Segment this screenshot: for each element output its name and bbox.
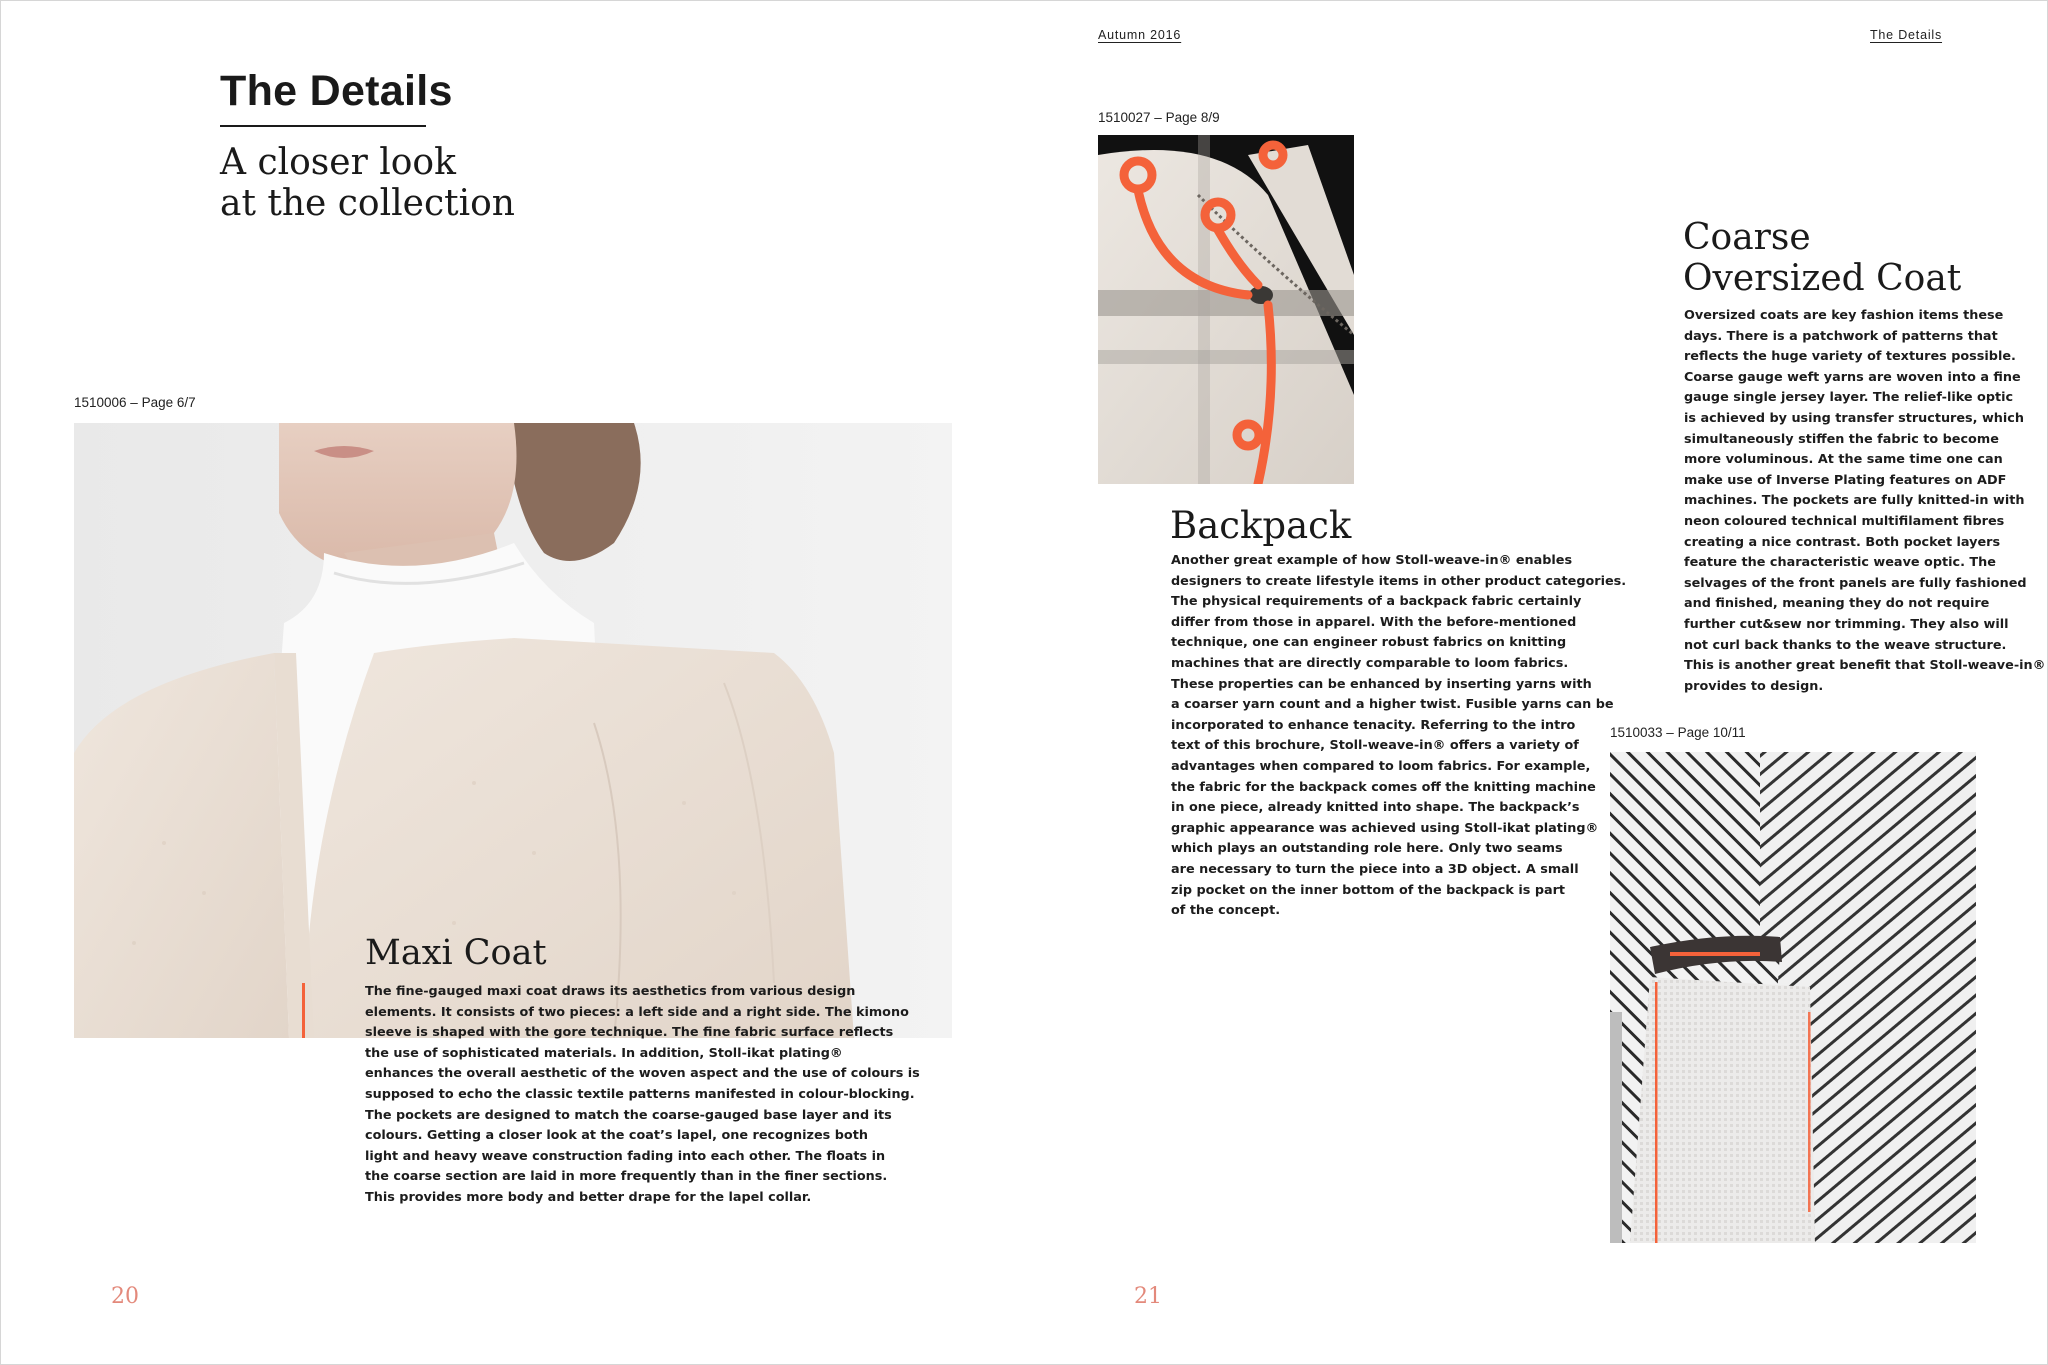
text-line: graphic appearance was achieved using Stoll-ikat plating® (1171, 820, 1599, 836)
page-number-left: 20 (111, 1284, 139, 1309)
title-underline (220, 125, 426, 127)
text-line: make use of Inverse Plating features on ADF (1684, 472, 2007, 488)
subtitle-line: A closer look (220, 142, 456, 183)
text-line: Oversized coats are key fashion items these (1684, 308, 2004, 323)
text-line: selvages of the front panels are fully fashioned (1684, 575, 2027, 591)
text-line: colours. Getting a closer look at the coat’s lapel, one recognizes both (365, 1128, 868, 1144)
maxi-coat-heading: Maxi Coat (365, 933, 547, 973)
text-line: Another great example of how Stoll-weave-in® enables (1171, 553, 1573, 568)
text-line: the fabric for the backpack comes off the knitting machine (1171, 779, 1596, 795)
text-line: supposed to echo the classic textile patterns manifested in colour-blocking. (365, 1086, 915, 1102)
text-line: simultaneously stiffen the fabric to become (1684, 431, 1999, 447)
maxi-coat-ref-label: 1510006 – Page 6/7 (74, 395, 196, 410)
striped-coat-photo (1610, 752, 1976, 1243)
heading-line: Coarse (1683, 217, 1811, 258)
text-line: incorporated to enhance tenacity. Referring to the intro (1171, 717, 1576, 733)
text-line: text of this brochure, Stoll-weave-in® offers a variety of (1171, 738, 1579, 754)
text-line: creating a nice contrast. Both pocket layers (1684, 534, 2001, 550)
running-header-section: The Details (1870, 28, 1943, 42)
subtitle-line: at the collection (220, 183, 515, 224)
text-line: sleeve is shaped with the gore technique. The fine fabric surface reflects (365, 1025, 894, 1041)
text-line: days. There is a patchwork of patterns that (1684, 328, 1998, 344)
heading-line: Oversized Coat (1683, 258, 1962, 299)
text-line: machines that are directly comparable to loom fabrics. (1171, 655, 1569, 671)
text-line: provides to design. (1684, 678, 1824, 694)
page-subtitle (220, 142, 515, 224)
text-line: neon coloured technical multifilament fibres (1684, 513, 2005, 529)
text-line: a coarser yarn count and a higher twist. Fusible yarns can be (1171, 697, 1614, 713)
text-line: Coarse gauge weft yarns are woven into a fine (1684, 369, 2021, 385)
text-line: The physical requirements of a backpack fabric certainly (1171, 594, 1582, 610)
backpack-heading: Backpack (1170, 504, 1352, 547)
text-line: of the concept. (1171, 903, 1281, 919)
text-line: differ from those in apparel. With the before-mentioned (1171, 614, 1577, 630)
text-line: reflects the huge variety of textures possible. (1684, 349, 2016, 365)
text-line: The pockets are designed to match the coarse-gauged base layer and its (365, 1107, 892, 1123)
text-line: technique, one can engineer robust fabrics on knitting (1171, 635, 1567, 651)
text-line: gauge single jersey layer. The relief-like optic (1684, 390, 2014, 406)
coat-body (1684, 306, 2045, 697)
text-line: feature the characteristic weave optic. The (1684, 555, 1996, 571)
text-line: are necessary to turn the piece into a 3D object. A small (1171, 861, 1579, 877)
backpack-body (1171, 551, 1626, 922)
text-line: more voluminous. At the same time one can (1684, 452, 2003, 468)
text-line: elements. It consists of two pieces: a left side and a right side. The kimono (365, 1004, 909, 1020)
text-line: designers to create lifestyle items in other product categories. (1171, 573, 1627, 589)
text-line: These properties can be enhanced by inserting yarns with (1171, 676, 1592, 692)
text-line: advantages when compared to loom fabrics. For example, (1171, 758, 1591, 774)
coat-heading (1683, 217, 1961, 299)
text-line: the use of sophisticated materials. In addition, Stoll-ikat plating® (365, 1045, 843, 1061)
text-line: in one piece, already knitted into shape. The backpack’s (1171, 800, 1580, 816)
coat-ref-label: 1510033 – Page 10/11 (1610, 725, 1746, 740)
text-line: The fine-gauged maxi coat draws its aesthetics from various design (365, 984, 856, 999)
maxi-coat-body (365, 982, 920, 1209)
page-title: The Details (220, 67, 453, 115)
text-line: This is another great benefit that Stoll-weave-in® (1684, 658, 2046, 674)
text-line: which plays an outstanding role here. Only two seams (1171, 841, 1563, 857)
text-line: light and heavy weave construction fading into each other. The floats in (365, 1148, 886, 1164)
text-line: zip pocket on the inner bottom of the backpack is part (1171, 882, 1566, 898)
text-line: the coarse section are laid in more frequently than in the finer sections. (365, 1169, 888, 1185)
backpack-ref-label: 1510027 – Page 8/9 (1098, 110, 1220, 125)
text-line: machines. The pockets are fully knitted-in with (1684, 493, 2025, 509)
text-line: is achieved by using transfer structures, which (1684, 410, 2024, 426)
text-line: This provides more body and better drape for the lapel collar. (365, 1189, 812, 1205)
text-line: further cut&sew nor trimming. They also will (1684, 616, 2009, 632)
page-number-right: 21 (1134, 1284, 1162, 1309)
text-line: not curl back thanks to the weave structure. (1684, 637, 2007, 653)
text-line: enhances the overall aesthetic of the woven aspect and the use of colours is (365, 1066, 920, 1082)
backpack-photo (1098, 135, 1354, 484)
text-line: and finished, meaning they do not require (1684, 596, 1990, 612)
running-header-issue: Autumn 2016 (1098, 28, 1182, 42)
